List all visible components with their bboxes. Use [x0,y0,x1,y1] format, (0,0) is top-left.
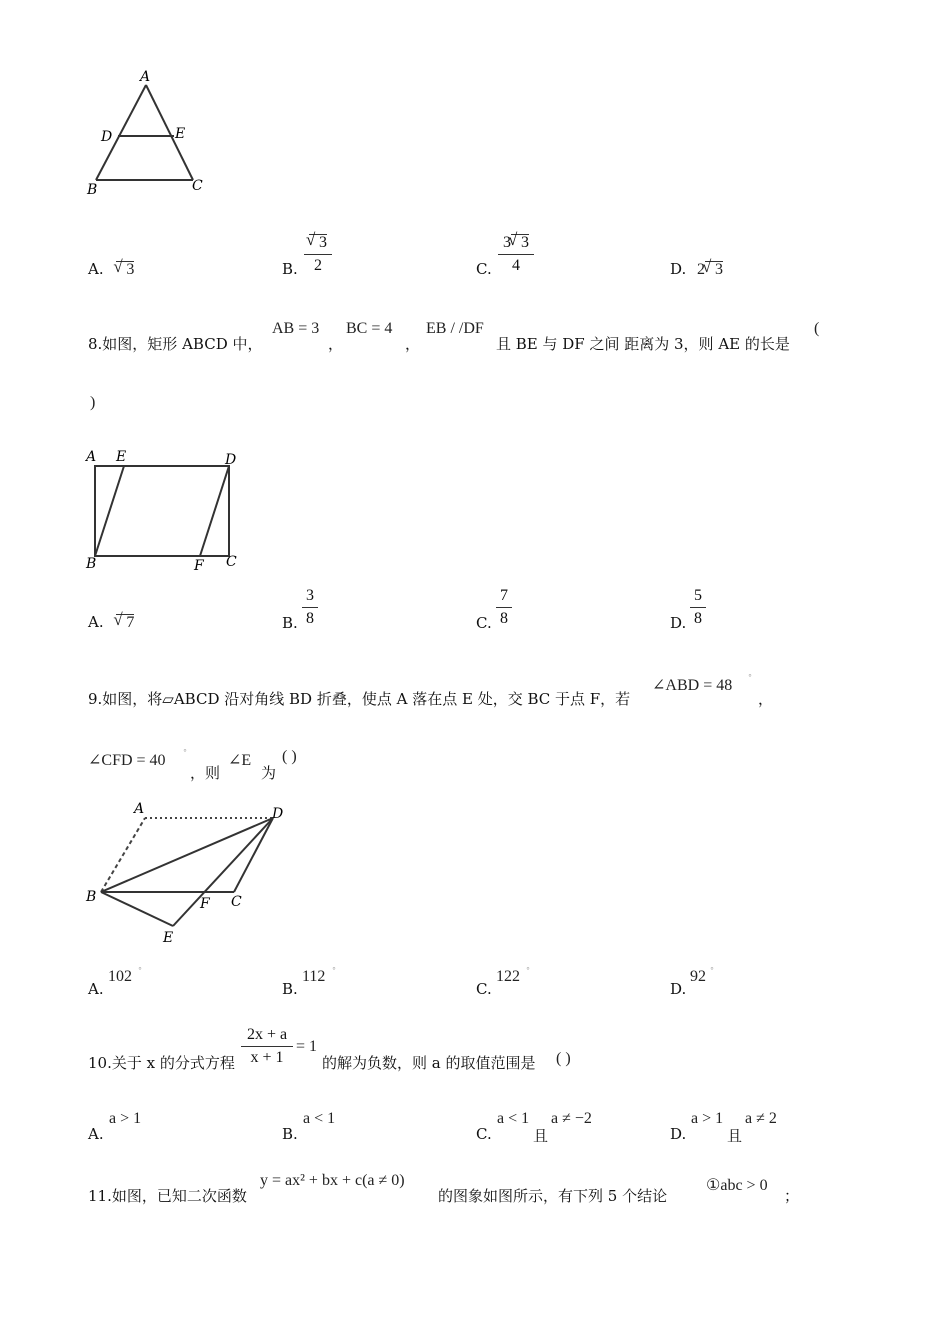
q9-option-a-value: 102 [108,968,132,985]
q9-degree-2: ° [183,748,187,757]
q8-option-d-den: 8 [694,610,702,627]
q8-label-d: D [225,452,237,468]
q7-option-c[interactable] [476,234,556,286]
q9-fold-figure [80,796,300,952]
q9-wei: 为 [261,764,277,782]
q9-label-b: B [86,889,97,905]
q10-option-d[interactable] [670,1110,820,1145]
q11-conclusion-1: ①abc > 0 [706,1177,768,1194]
q7-option-a-letter: A. [88,260,104,278]
q8-label-a: A [86,449,97,465]
q8-option-a-sqrt: √ 7 [116,614,134,631]
q9-option-b-degree: ° [332,966,336,975]
q11-stem-prefix: 11.如图，已知二次函数 [88,1187,247,1205]
q10-option-a[interactable] [88,1110,168,1142]
q10-option-a-cond: a > 1 [109,1110,142,1127]
q9-option-a-letter: A. [88,980,104,998]
q8-stem-suffix: 且 BE 与 DF 之间 距离为 3，则 AE 的长是 [496,335,790,353]
q11-stem-mid: 的图象如图所示，有下列 5 个结论 [438,1187,668,1205]
q7-label-d: D [101,129,113,145]
q10-fraction [241,1026,293,1067]
q9-diagonal-bd [101,818,273,892]
q8-bc-formula: BC = 4 [346,320,393,337]
q9-option-b[interactable] [282,966,362,998]
q9-option-a[interactable] [88,966,168,998]
q10-option-c[interactable] [476,1110,626,1145]
q10-option-c-letter: C. [476,1125,492,1143]
q9-label-a: A [134,801,145,817]
q10-option-c-cond2: a ≠ −2 [551,1110,592,1127]
q9-abd-formula: ∠ABD = 48 [652,677,733,694]
q7-label-c: C [192,178,203,194]
q7-option-b-num: √ 3 [309,234,327,251]
q8-option-c[interactable] [476,587,536,637]
q9-segment-ed [173,818,273,926]
q9-stem: 9.如图，将▱ABCD 沿对角线 BD 折叠，使点 A 落在点 E 处，交 BC 于点 F，若 [88,690,631,708]
q10-paren: ( ) [556,1050,571,1067]
q9-option-b-letter: B. [282,980,298,998]
q9-label-e: E [163,930,174,946]
q9-label-d: D [272,806,284,822]
q8-option-b-den: 8 [306,610,314,627]
q9-option-c-value: 122 [496,968,520,985]
q8-label-e: E [116,449,127,465]
q10-stem-prefix: 10.关于 x 的分式方程 [88,1054,235,1072]
q8-option-b[interactable] [282,587,342,637]
q7-option-d-coef: 2 [697,261,706,278]
q10-option-c-and: 且 [533,1127,549,1145]
q10-stem-suffix: 的解为负数，则 a 的取值范围是 [322,1054,536,1072]
q7-option-c-num: √ 3 [511,234,529,251]
q10-option-d-and: 且 [727,1127,743,1145]
q9-option-b-value: 112 [302,968,326,985]
q8-paren-open: ( [814,320,820,337]
q9-segment-be [101,892,173,926]
q10-option-d-cond1: a > 1 [691,1110,724,1127]
q10-denominator: x + 1 [250,1049,284,1066]
q8-label-f: F [194,558,204,574]
q10-option-c-cond1: a < 1 [497,1110,530,1127]
q8-comma-1: ， [328,335,344,353]
q9-option-d-degree: ° [710,966,714,975]
q7-option-d-letter: D. [670,260,687,278]
q9-dashed-ab [101,818,145,892]
q8-stem-prefix: 8.如图，矩形 ABCD 中， [88,335,263,353]
q10-option-b-cond: a < 1 [303,1110,336,1127]
q9-option-c[interactable] [476,966,556,998]
q8-option-c-letter: C. [476,614,492,632]
q8-rectangle-figure [80,446,250,576]
q9-option-d-letter: D. [670,980,687,998]
q7-label-e: E [175,126,186,142]
q9-option-c-degree: ° [526,966,530,975]
q7-side-ac [146,85,193,180]
q8-option-d-letter: D. [670,614,687,632]
q10-option-a-letter: A. [88,1125,104,1143]
q7-option-d-sqrt: √ 3 [705,261,723,278]
q8-label-c: C [226,554,237,570]
q9-comma: ， [758,690,774,708]
q9-label-f: F [200,896,210,912]
q7-option-c-letter: C. [476,260,492,278]
q8-paren-close: ) [90,394,96,411]
q8-ab-formula: AB = 3 [272,320,320,337]
q10-option-b-letter: B. [282,1125,298,1143]
q9-cfd-formula: ∠CFD = 40 [88,752,166,769]
q7-triangle-figure [80,68,220,200]
q9-then: ，则 [190,764,221,782]
q7-label-a: A [140,69,151,85]
q9-option-d-value: 92 [690,968,706,985]
q8-option-c-den: 8 [500,610,508,627]
q9-degree-1: ° [748,673,752,682]
q8-segment-be [95,466,124,556]
q10-option-d-letter: D. [670,1125,687,1143]
q7-option-d[interactable] [670,260,723,279]
q8-ebdf-formula: EB / /DF [426,320,484,337]
q10-option-b[interactable] [282,1110,362,1142]
q10-option-d-cond2: a ≠ 2 [745,1110,777,1127]
q8-option-c-num: 7 [500,587,508,604]
q11-semicolon: ； [784,1187,800,1205]
q7-option-a[interactable] [88,260,134,278]
q7-option-b-den: 2 [314,257,322,274]
q8-option-b-num: 3 [306,587,314,604]
q7-option-c-den: 4 [512,257,520,274]
q9-angle-e: ∠E [228,752,252,769]
q8-option-d-num: 5 [694,587,702,604]
q8-label-b: B [86,556,97,572]
q7-option-b-letter: B. [282,260,298,278]
q9-label-c: C [231,894,242,910]
q8-rect-abcd [95,466,229,556]
q10-equals: = 1 [296,1038,318,1055]
q9-option-c-letter: C. [476,980,492,998]
q8-option-d[interactable] [670,587,730,637]
q9-paren: ( ) [282,748,297,765]
q9-option-a-degree: ° [138,966,142,975]
q10-numerator: 2x + a [246,1026,288,1043]
q7-option-a-sqrt: √ 3 [116,261,134,278]
q7-option-c-coef: 3 [503,234,511,251]
q7-option-b[interactable] [282,234,352,286]
q8-option-a[interactable] [88,613,134,631]
q8-option-b-letter: B. [282,614,298,632]
q8-option-a-letter: A. [88,613,104,631]
q7-label-b: B [87,182,98,198]
q11-function: y = ax² + bx + c(a ≠ 0) [260,1172,405,1189]
q8-segment-fd [200,466,229,556]
q9-option-d[interactable] [670,966,750,998]
q8-stem [88,333,263,354]
q8-comma-2: ， [405,335,421,353]
